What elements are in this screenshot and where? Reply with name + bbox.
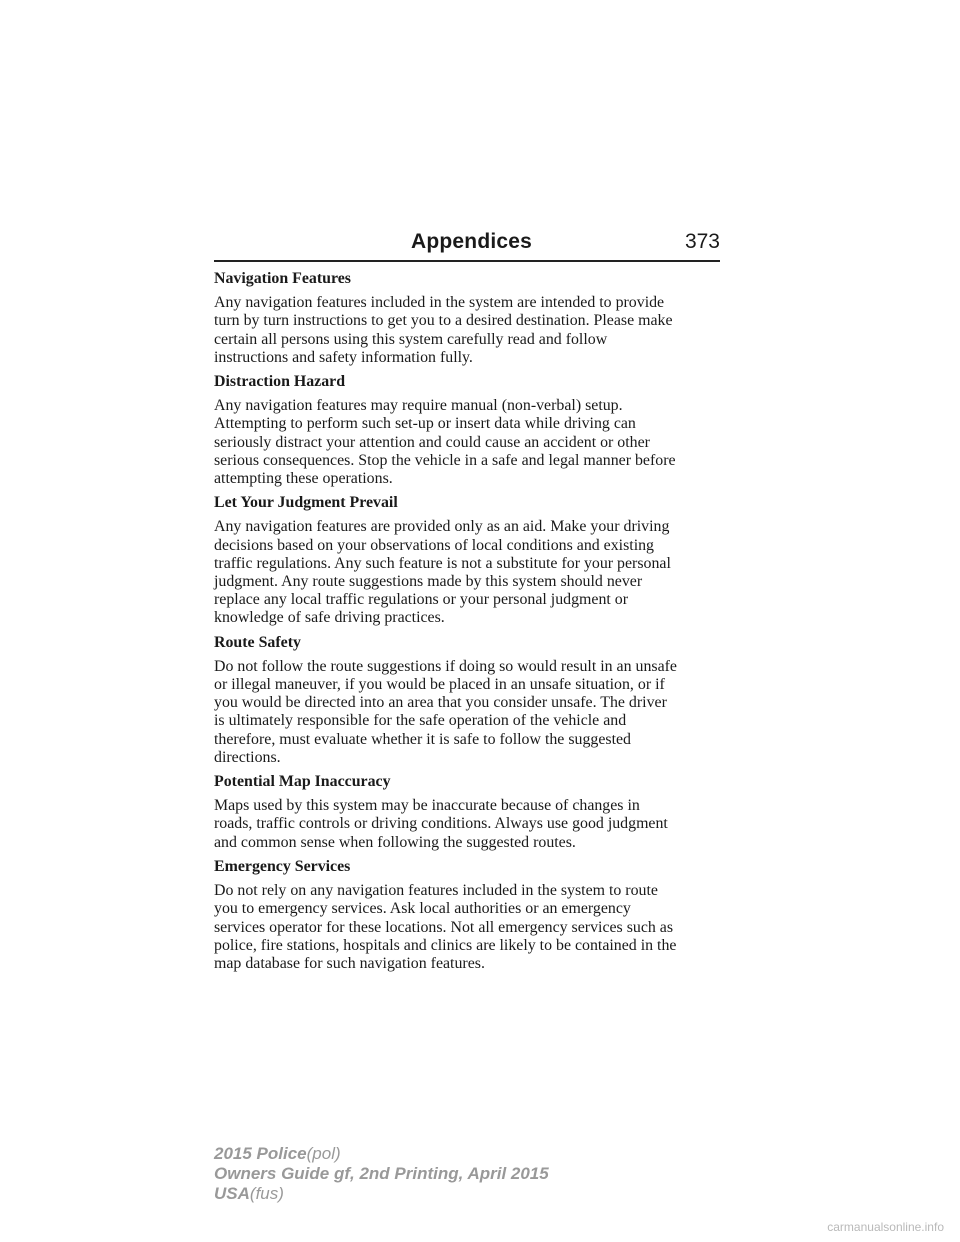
section-body [214,797,724,852]
page-title: Appendices [411,230,533,253]
section-heading: Let Your Judgment Prevail [214,494,398,512]
page-footer [214,1144,549,1204]
body-line: is ultimately responsible for the safe operation of the vehicle and [214,712,627,730]
section-body [214,518,724,627]
section-heading: Distraction Hazard [214,373,346,391]
body-line: Any navigation features included in the system are intended to provide [214,294,665,312]
page-content [214,270,724,979]
footer-model: 2015 Police [214,1144,307,1163]
body-line: Attempting to perform such set-up or insert data while driving can [214,415,636,433]
body-line: seriously distract your attention and could cause an accident or other [214,433,650,451]
section-heading: Route Safety [214,633,301,651]
body-line: roads, traffic controls or driving conditions. Always use good judgment [214,815,668,833]
body-line: instructions and safety information fully. [214,348,473,366]
body-line: certain all persons using this system carefully read and follow [214,330,608,348]
footer-line-2 [214,1164,549,1184]
body-line: knowledge of safe driving practices. [214,609,445,627]
footer-model-code: (pol) [306,1144,341,1163]
body-line: you would be directed into an area that you consider unsafe. The driver [214,694,667,712]
body-line: serious consequences. Stop the vehicle in a safe and legal manner before [214,451,676,469]
footer-line-3 [214,1184,549,1204]
body-line: map database for such navigation features. [214,954,485,972]
section-body [214,658,724,767]
page-header [214,228,720,262]
body-line: replace any local traffic regulations or your personal judgment or [214,591,629,609]
section-heading: Potential Map Inaccuracy [214,773,391,791]
body-line: decisions based on your observations of local conditions and existing [214,536,655,554]
body-line: or illegal maneuver, if you would be placed in an unsafe situation, or if [214,676,665,694]
watermark: carmanualsonline.info [827,1220,944,1234]
footer-market: USA [214,1184,250,1203]
body-line: Do not follow the route suggestions if doing so would result in an unsafe [214,657,677,675]
body-line: traffic regulations. Any such feature is not a substitute for your personal [214,554,671,572]
body-line: therefore, must evaluate whether it is safe to follow the suggested [214,730,631,748]
body-line: Do not rely on any navigation features included in the system to route [214,882,658,900]
body-line: police, fire stations, hospitals and clinics are likely to be contained in the [214,936,677,954]
footer-line-1 [214,1144,549,1164]
section-heading: Emergency Services [214,857,351,875]
body-line: and common sense when following the suggested routes. [214,833,576,851]
page-number: 373 [684,230,720,253]
section-body [214,397,724,488]
footer-market-code: (fus) [249,1184,284,1203]
body-line: directions. [214,748,281,766]
body-line: Any navigation features are provided only as an aid. Make your driving [214,518,670,536]
body-line: you to emergency services. Ask local authorities or an emergency [214,900,631,918]
section-heading: Navigation Features [214,270,351,287]
footer-edition: Owners Guide gf, 2nd Printing, April 2015 [214,1164,549,1183]
body-line: Any navigation features may require manual (non-verbal) setup. [214,397,623,415]
body-line: Maps used by this system may be inaccurate because of changes in [214,797,640,815]
body-line: turn by turn instructions to get you to a desired destination. Please make [214,312,673,330]
section-body [214,882,724,973]
body-line: services operator for these locations. Not all emergency services such as [214,918,674,936]
body-line: attempting these operations. [214,470,393,488]
body-line: judgment. Any route suggestions made by this system should never [214,573,643,591]
section-body [214,294,724,367]
